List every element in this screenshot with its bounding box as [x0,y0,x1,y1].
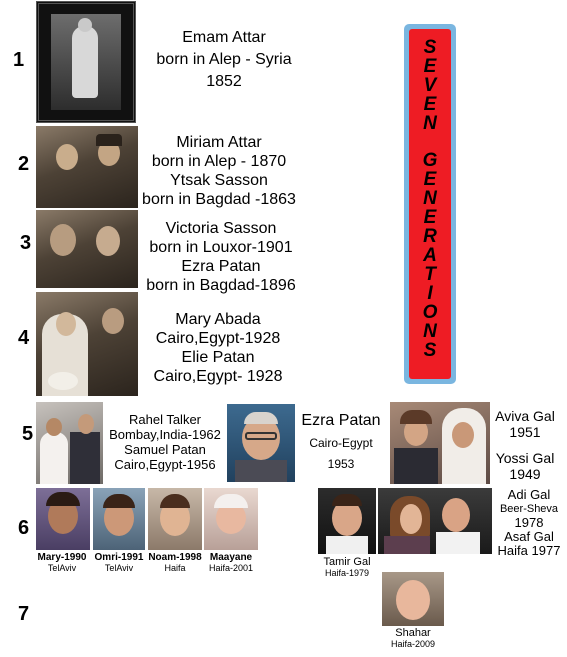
gen5-right-line: Aviva Gal [495,408,555,424]
gen5-right-line: Yossi Gal [495,450,555,466]
gen3-line: Ezra Patan [181,258,261,275]
gen4-line: Elie Patan [181,349,255,366]
omri-name: Omri-1991 [94,552,144,563]
banner-letter: I [427,283,433,304]
shahar-name: Shahar [395,627,431,639]
gen6-right-line: 1978 [514,515,544,530]
banner-red-panel [409,29,451,379]
gen5-left-text [103,412,227,472]
ezra-patan-place: Cairo-Egypt [309,436,373,450]
rahel-samuel-wedding-photo [36,402,103,484]
gen1-text [140,27,308,93]
gen6-right-line: Haifa 1977 [497,543,561,558]
gen2-line: Miriam Attar [176,134,262,151]
generation-number-1: 1 [13,49,25,71]
miriam-ytsak-photo [36,126,138,208]
gen3-line: Victoria Sasson [165,220,277,237]
banner-letter: G [422,150,438,171]
generation-number-5: 5 [22,423,34,445]
omri-city: TelAviv [104,563,134,573]
gen6-right-line: Beer-Sheva [499,503,559,515]
mary-name: Mary-1990 [37,552,87,563]
noam-name: Noam-1998 [148,552,202,563]
gen2-text [140,133,298,209]
banner-letter: E [423,169,437,190]
banner-letter: E [423,207,437,228]
aviva-yossi-wedding-photo [390,402,490,484]
banner-letter: V [423,75,437,96]
generation-number-3: 3 [20,232,32,254]
tamir-photo [318,488,376,554]
gen6-right-line: Asaf Gal [504,529,554,544]
banner-letter: N [423,188,437,209]
gen5-right-text [489,408,561,482]
mary-photo [36,488,90,550]
maayane-caption [200,552,262,574]
noam-photo [148,488,202,550]
maayane-name: Maayane [209,552,253,563]
generation-number-7: 7 [18,603,30,625]
shahar-caption [376,628,450,650]
ezra-patan-name: Ezra Patan [301,412,381,429]
mary-elie-wedding-photo [36,292,138,396]
banner-letter: O [422,302,438,323]
gen4-line: Mary Abada [175,311,261,328]
emam-attar-photo [36,1,136,123]
gen5-left-line: Samuel Patan [124,442,206,457]
gen1-line: Emam Attar [182,29,266,46]
shahar-photo [382,572,444,626]
maayane-photo [204,488,258,550]
gen2-line: born in Bagdad -1863 [142,191,296,208]
gen2-line: born in Alep - 1870 [151,153,287,170]
banner-letter: S [423,37,437,58]
mary-city: TelAviv [47,563,77,573]
gen4-line: Cairo,Egypt-1928 [155,330,281,347]
gen5-left-line: Bombay,India-1962 [109,427,221,442]
ezra-patan-photo [227,404,295,482]
generation-number-4: 4 [18,327,30,349]
noam-city: Haifa [164,563,186,573]
maayane-city: Haifa-2001 [208,563,254,573]
adi-asaf-photo [378,488,492,554]
seven-generations-banner [404,24,456,384]
banner-letter: N [423,113,437,134]
ezra-patan-year: 1953 [327,457,355,471]
banner-letter: E [423,94,437,115]
banner-letter: E [423,56,437,77]
gen4-text [138,310,298,386]
gen5-left-line: Rahel Talker [128,412,202,427]
gen3-line: born in Louxor-1901 [149,239,293,256]
banner-letter: A [423,245,437,266]
banner-letter: R [423,226,437,247]
gen1-line: 1852 [206,73,242,90]
gen6-right-text [493,488,565,558]
gen2-line: Ytsak Sasson [170,172,268,189]
omri-photo [93,488,145,550]
noam-caption [144,552,206,574]
banner-letter: N [423,321,437,342]
gen4-line: Cairo,Egypt- 1928 [153,368,283,385]
gen5-right-line: 1949 [509,466,541,482]
tamir-city: Haifa-1979 [324,568,370,578]
shahar-city: Haifa-2009 [390,639,436,649]
gen5-right-line: 1951 [509,424,541,440]
gen3-text [146,219,296,295]
gen1-line: born in Alep - Syria [156,51,292,68]
omri-caption [88,552,150,574]
tamir-caption [314,557,380,579]
generation-number-6: 6 [18,517,30,539]
tamir-name: Tamir Gal [323,556,371,568]
victoria-ezra-photo [36,210,138,288]
generation-number-2: 2 [18,153,30,175]
gen3-line: born in Bagdad-1896 [146,277,296,294]
gen5-left-line: Cairo,Egypt-1956 [114,457,216,472]
banner-letter: T [424,264,436,285]
gen5-center-text [296,410,386,474]
banner-letter: S [423,340,437,361]
gen6-right-line: Adi Gal [507,487,551,502]
mary-caption [30,552,94,574]
